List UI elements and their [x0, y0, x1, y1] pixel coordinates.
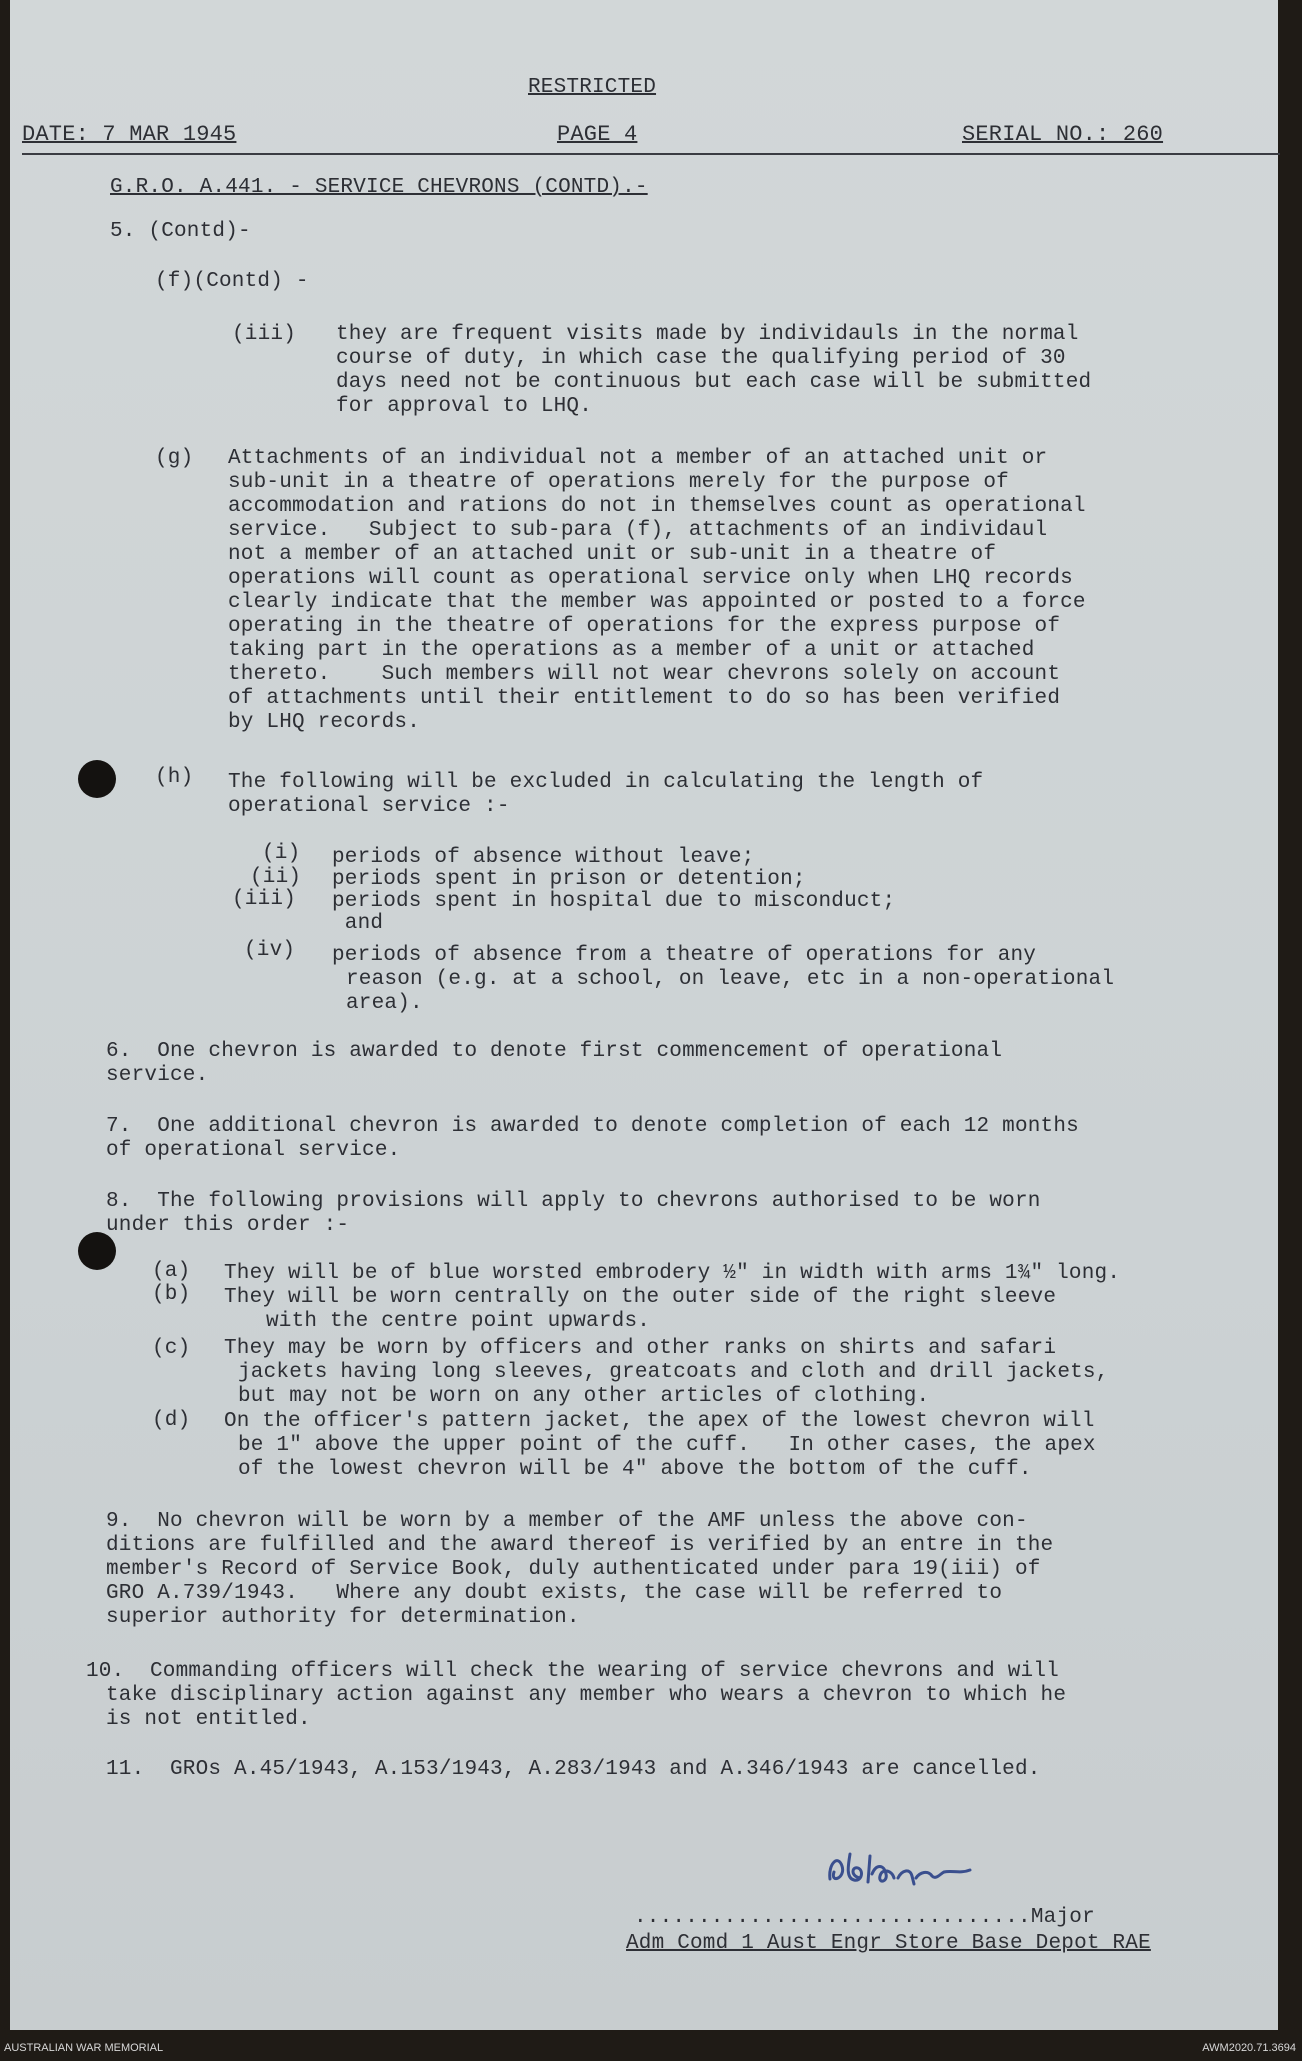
item-iii-number: (iii) — [232, 323, 297, 346]
para-g-number: (g) — [155, 447, 194, 470]
date-line: DATE: 7 MAR 1945 — [22, 122, 237, 147]
para-11: 11. GROs A.45/1943, A.153/1943, A.283/1943 and A.346/1943 are cancelled. — [106, 1758, 1041, 1781]
order-title: G.R.O. A.441. - SERVICE CHEVRONS (CONTD).- — [110, 176, 648, 199]
classification-heading: RESTRICTED — [528, 76, 657, 99]
archive-id: AWM2020.71.3694 — [1202, 2042, 1296, 2054]
para-f-contd: (f)(Contd) - — [155, 270, 309, 293]
archive-name: AUSTRALIAN WAR MEMORIAL — [4, 2042, 164, 2054]
archive-footer — [0, 2030, 1302, 2061]
serial-number: SERIAL NO.: 260 — [962, 122, 1164, 147]
header-rule — [22, 153, 1280, 155]
punch-hole-top — [78, 760, 116, 798]
page-number: PAGE 4 — [557, 122, 638, 147]
signature-block: Adm Comd 1 Aust Engr Store Base Depot RAE — [626, 1932, 1151, 1955]
signature-line: ...............................Major — [634, 1906, 1095, 1929]
handwritten-signature — [820, 1834, 1020, 1904]
para-5-contd: 5. (Contd)- — [110, 220, 251, 243]
para-h-number: (h) — [155, 766, 194, 789]
